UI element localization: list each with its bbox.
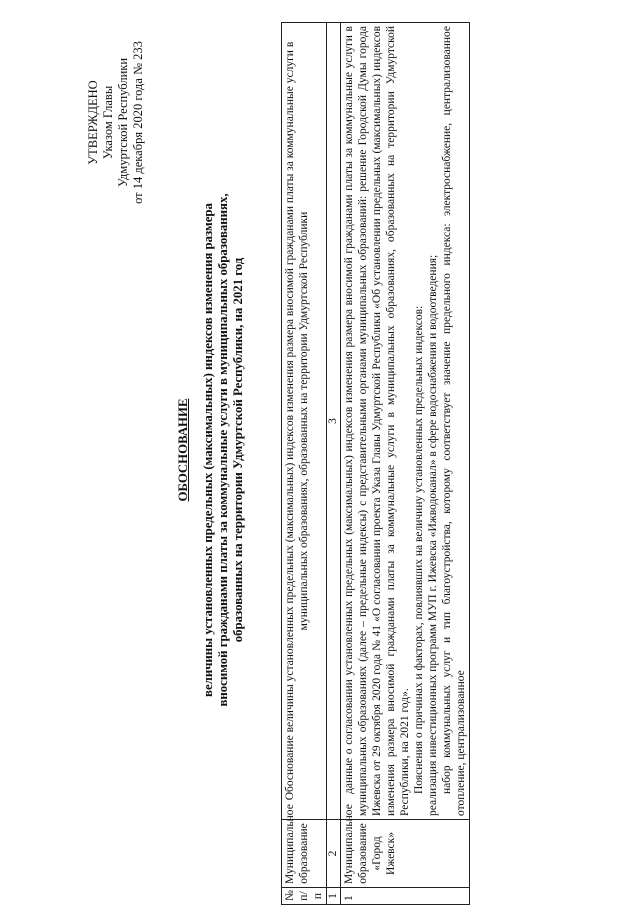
paragraph: данные о согласовании установленных предельных (максимальных) индексов изменения размера вносимой гражданами платы за коммунальные услуги в муниципальных образованиях (далее – предельные индексы) с представительными органами муниципальных образований: решение Городской Думы города Ижевска от 29 октября 2020 года № 41 «О согласовании проекта Указа Главы Удмуртской Республики «Об установлении предельных (максимальных) индексов изменения размера вносимой гражданами платы за коммунальные услуги в муниципальных образованиях, образованных на территории Удмуртской Республики, на 2021 год». — [343, 26, 411, 816]
paragraph: набор коммунальных услуг и тип благоустройства, которому соответствует значение предельного индекса: электроснабжение, централизованное отопление, централизованное — [441, 26, 467, 816]
table-header-row — [282, 23, 327, 905]
document-heading — [176, 145, 246, 755]
paragraph: Пояснения о причинах и факторах, повлиявших на величину установленных предельных индексов: — [413, 305, 425, 794]
table-row — [341, 23, 470, 905]
heading-line: вносимой гражданами платы за коммунальные услуги в муниципальных образованиях, — [216, 193, 230, 707]
column-number: 2 — [327, 820, 341, 888]
approval-line: Указом Главы — [101, 85, 115, 160]
column-number: 3 — [327, 23, 341, 820]
row-number: 1 — [341, 888, 470, 905]
approval-title: УТВЕРЖДЕНО — [86, 80, 100, 165]
approval-line: Удмуртской Республики — [116, 57, 130, 188]
paragraph: реализация инвестиционных программ МУП г. Ижевска «Ижводоканал» в сфере водоснабжения и водоотведения; — [427, 254, 439, 816]
municipality-name: Муниципальное образование «Город Ижевск» — [341, 820, 470, 888]
heading-line: величины установленных предельных (максимальных) индексов изменения размера — [201, 203, 215, 697]
header-cell-municipality: Муниципальное образование — [282, 820, 327, 888]
table-column-numbers-row — [327, 23, 341, 905]
justification-table — [281, 22, 470, 905]
approval-stamp — [86, 15, 146, 230]
document-title: ОБОСНОВАНИЕ — [176, 398, 190, 502]
heading-line: образованных на территории Удмуртской Республики, на 2021 год — [231, 257, 245, 643]
column-number: 1 — [327, 888, 341, 905]
justification-text — [341, 23, 470, 820]
header-cell-number: № п/п — [282, 888, 327, 905]
header-cell-justification: Обоснование величины установленных предельных (максимальных) индексов изменения размера вносимой гражданами платы за коммунальные услуги в муниципальных образованиях, образованных на территории Удмуртской Республики — [282, 23, 327, 820]
approval-date: от 14 декабря 2020 года № 233 — [131, 41, 145, 204]
